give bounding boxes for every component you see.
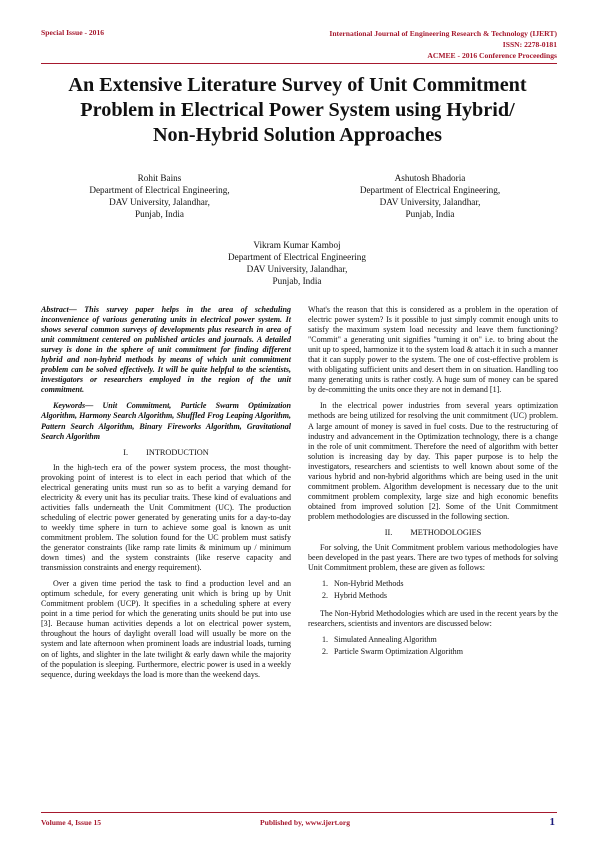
author-place: Punjab, India — [272, 276, 322, 286]
author-place: Punjab, India — [135, 209, 184, 219]
page-header — [0, 0, 595, 70]
header-journal-block — [267, 28, 557, 61]
author-dept: Department of Electrical Engineering, — [89, 185, 230, 195]
section-heading-methodologies — [308, 528, 558, 538]
intro-paragraph-1: In the high-tech era of the power system process, the most thought-provoking point of interest is to elect in each period that which of the electrical generating units must run so as to befit a varying demand for electricity & every unit has its peculiar traits. These kind of evaluations and activities falls underneath the Unit Commitment (UC). The production scheduling of electric power generated by generating units for a day-to-day to weekly time sphere in turn to achieve some goal is known as unit commitment problem. The solution found for the UC problem must satisfy the generator constraints (like ramp rate limits & minimum up / minimum down times) and the system constraints (like reserve capacity and transmission constraints and energy requirement). — [41, 462, 291, 573]
paper-title: An Extensive Literature Survey of Unit Commitment Problem in Electrical Power System using Hybrid/ Non-Hybrid Solution Approaches — [68, 74, 527, 146]
list-item: 1. Non-Hybrid Methods — [330, 579, 558, 589]
footer-volume: Volume 4, Issue 15 — [41, 818, 102, 827]
header-special-issue: Special Issue - 2016 — [41, 28, 105, 37]
keywords-text: Unit Commitment, Particle Swarm Optimization Algorithm, Harmony Search Algorithm, Shuffled Frog Leaping Algorithm, Pattern Search Algorithm, Binary Fireworks Algorithm, Gravitational Search Algorithm — [41, 401, 291, 441]
list-item: 2. Hybrid Methods — [330, 591, 558, 601]
intro-paragraph-2: Over a given time period the task to find a production level and an optimum schedule, for every generating unit which is bring up by Unit Commitment problem (UCP). It specifies in a scheduling sphere at every point in a time period for which the generating units should be put into use [3]. Because human activities depends a lot on electrical power system, throughout the hours of daylight overall load will usually be more on the system and late afternoon when prominent loads are industrial loads, turning on of lights, and slighter in the late twilight & early dawn while the majority of the population is sleeping. Furthermore, electric power is used in a weekly sequence, during weekdays the load is more than the weekend days. — [41, 579, 291, 679]
method-types-list — [308, 579, 558, 601]
section-number: II. — [384, 527, 393, 537]
footer-divider — [41, 812, 557, 813]
keywords-label: Keywords— — [53, 401, 94, 411]
author-dept: Department of Electrical Engineering, — [359, 185, 501, 195]
author-name: Ashutosh Bhadoria — [394, 173, 466, 183]
section-title: METHODOLOGIES — [410, 527, 482, 537]
author-place: Punjab, India — [405, 209, 455, 219]
header-divider — [41, 63, 557, 64]
non-hybrid-methods-list — [308, 635, 558, 657]
abstract-label: Abstract— — [41, 305, 77, 314]
left-column — [41, 305, 291, 686]
section-title: INTRODUCTION — [146, 447, 209, 457]
header-journal-name: International Journal of Engineering Research & Technology (IJERT) — [329, 29, 557, 38]
keywords — [41, 401, 291, 441]
body-paragraph-1: What's the reason that this is considered as a problem in the operation of electric power system? Is it possible to just simply commit enough units to satisfy the maximum system load necessity and leave them functioning? "Commit" a generating unit signifies "turning it on" i.e. to bring about the unit up to speed, harmonize it to the system load & attach it in such a manner that it can supply power to the system. The one of cost-effective problem is with obligating sufficient units and desert them in on situation. Handling too many generating units is rather costly. A huge sum of money can be spared by de-committing the units once they are not in demand [1]. — [308, 305, 558, 395]
right-column — [308, 305, 558, 665]
author-block-3 — [197, 239, 397, 287]
body-paragraph-2: In the electrical power industries from several years optimization methods are being utilized for resolving the unit commitment (UC) problem. A large amount of money is saved in fuel costs. Due to the restructuring of industry and advancement in the Optimization technology, there is a change in the role of unit commitment. Therefore the need of algorithm with better solution is increasing day by day. This paper purpose is to help the investigators, researchers and scientists to well known about some of the various hybrid and non-hybrid algorithms which are being used in the unit commitment problem. Algorithm development is necessary due to the unit commitment problem complexity, large size and high economic benefits obtained from improved solution [2]. Some of the Unit Commitment problem methodologies are discussed in the following section. — [308, 401, 558, 521]
section-number: I. — [123, 447, 129, 457]
methodologies-paragraph-1: For solving, the Unit Commitment problem various methodologies have been developed in the past years. There are two types of methods for solving Unit Commitment problem, these are given as follows: — [308, 543, 558, 573]
list-item: 2. Particle Swarm Optimization Algorithm — [330, 647, 558, 657]
abstract-text: This survey paper helps in the area of scheduling inconvenience of various generating units in electrical power system. It shows several common surveys of developments plus research in area of unit commitment centered on published articles and journals. A detailed survey is done in the sphere of unit commitment for finding different hybrid and non-hybrid methods by means of which unit commitment problem can be solved effectively. It will be quite helpful to the scientists, investigators or researchers employed in the region of the unit commitment. — [41, 305, 291, 395]
author-univ: DAV University, Jalandhar, — [379, 197, 481, 207]
abstract — [41, 305, 291, 395]
author-dept: Department of Electrical Engineering — [227, 252, 366, 262]
methodologies-paragraph-2: The Non-Hybrid Methodologies which are used in the recent years by the researchers, scientists and inventors are discussed below: — [308, 609, 558, 629]
author-block-1 — [62, 172, 257, 220]
author-block-2 — [330, 172, 530, 220]
author-univ: DAV University, Jalandhar, — [246, 264, 348, 274]
list-item: 1. Simulated Annealing Algorithm — [330, 635, 558, 645]
author-name: Rohit Bains — [137, 173, 182, 183]
footer-publisher: Published by, www.ijert.org — [259, 818, 351, 827]
author-univ: DAV University, Jalandhar, — [109, 197, 210, 207]
page-number: 1 — [549, 816, 555, 828]
section-heading-introduction — [41, 448, 291, 458]
header-conference: ACMEE - 2016 Conference Proceedings — [427, 51, 557, 60]
author-name: Vikram Kumar Kamboj — [253, 240, 341, 250]
header-issn: ISSN: 2278-0181 — [502, 40, 557, 49]
